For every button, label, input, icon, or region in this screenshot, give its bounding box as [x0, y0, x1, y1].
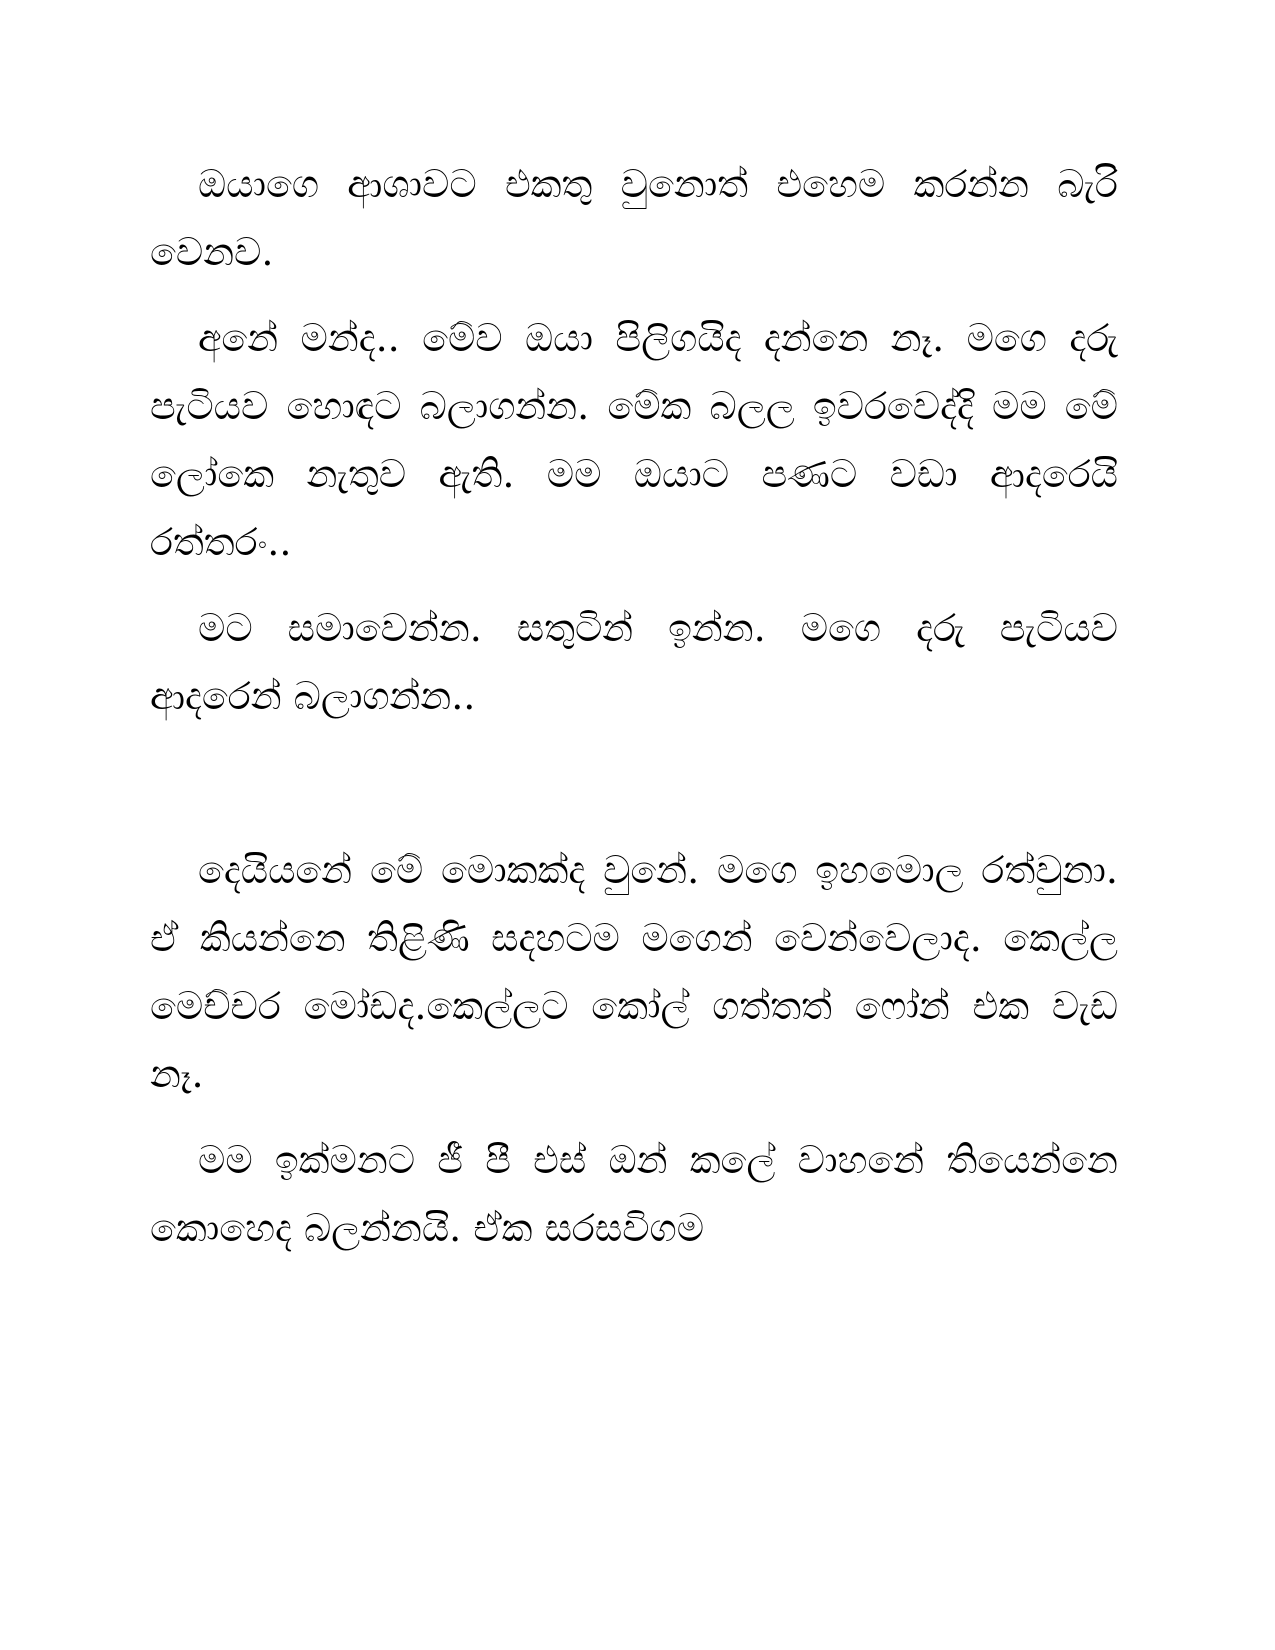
- paragraph: දෙයියනේ මේ මොකක්ද වුනේ. මගෙ ඉහමොල රත්වුනා. ඒ කියන්නෙ තිළිණි සදහටම මගෙන් වෙන්වෙලාද. කෙල්ල මෙච්චර මෝඩද.කෙල්ලට කෝල් ගත්තත් ෆෝන් එක වැඩ නෑ.: [150, 848, 1118, 1096]
- document-body: [150, 150, 1118, 1280]
- section-break: [150, 748, 1118, 836]
- paragraph: ඔයාගෙ ආශාවට එකතු වුනොත් එහෙම කරන්න බැරි වෙනව.: [150, 162, 1118, 274]
- paragraph: අනේ මන්ද.. මේව ඔයා පිලිගයිද දන්නෙ නෑ. මගෙ දරු පැටියව හොඳට බලාගන්න. මේක බලල ඉවරවෙද්දි මම මේ ලෝකෙ නැතුව ඇති. මම ඔයාට පණට වඩා ආදරෙයි රත්තරං..: [150, 316, 1118, 564]
- paragraph: මම ඉක්මනට ජී පී එස් ඔන් කලේ වාහනේ තියෙන්නෙ කොහෙද බලන්නයි. ඒක සරසවිගම: [150, 1138, 1118, 1250]
- paragraph: මට සමාවෙන්න. සතුටින් ඉන්න. මගෙ දරු පැටියව ආදරෙන් බලාගන්න..: [150, 606, 1118, 718]
